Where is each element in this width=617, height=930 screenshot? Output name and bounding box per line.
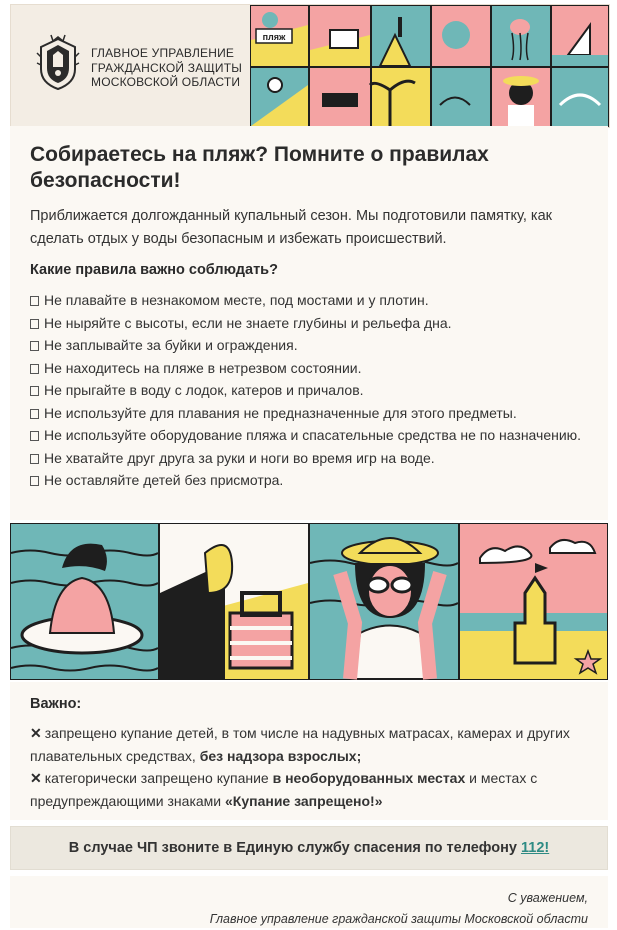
checkbox-glyph-icon <box>30 341 39 351</box>
rule-text: Не заплывайте за буйки и ограждения. <box>44 337 298 353</box>
org-line-2: ГРАЖДАНСКОЙ ЗАЩИТЫ <box>91 60 243 75</box>
rule-text: Не оставляйте детей без присмотра. <box>44 472 284 488</box>
important-item-2-text-2: и местах с предупреждающими знаками <box>30 770 538 809</box>
emergency-bar <box>10 826 608 870</box>
rules-list <box>30 289 590 492</box>
rule-text: Не используйте оборудование пляжа и спасательные средства не по назначению. <box>44 427 582 443</box>
list-item <box>30 469 590 492</box>
cross-icon: ✕ <box>30 770 42 786</box>
list-item <box>30 424 590 447</box>
important-item-1 <box>30 722 590 767</box>
rule-text: Не прыгайте в воду с лодок, катеров и причалов. <box>44 382 364 398</box>
signature-org: Главное управление гражданской защиты Московской области <box>209 912 588 926</box>
important-text <box>30 722 590 812</box>
important-item-1-bold: без надзора взрослых; <box>199 747 362 764</box>
page-title: Собираетесь на пляж? Помните о правилах безопасности! <box>30 143 489 192</box>
important-item-2-bold-2: «Купание запрещено!» <box>225 792 383 809</box>
organization-name <box>91 46 242 90</box>
signature-greeting: С уважением, <box>507 891 588 905</box>
checkbox-glyph-icon <box>30 476 39 486</box>
cross-icon: ✕ <box>30 725 42 741</box>
list-item <box>30 357 590 380</box>
important-title: Важно: <box>30 696 82 712</box>
coat-of-arms-icon <box>33 33 83 91</box>
list-item <box>30 334 590 357</box>
header <box>10 4 610 128</box>
list-item <box>30 379 590 402</box>
beach-illustration-mosaic <box>250 5 609 127</box>
rule-text: Не находитесь на пляже в нетрезвом состоянии. <box>44 359 362 376</box>
rule-text: Не плавайте в незнакомом месте, под мостами и у плотин. <box>44 292 429 308</box>
important-item-2-bold-1: в необорудованных местах <box>272 770 466 786</box>
important-item-1-text: запрещено купание детей, в том числе на надувных матрасах, камерах и других плавательных средствах, <box>30 725 570 764</box>
rule-text: Не хватайте друг друга за руки и ноги во время игр на воде. <box>44 449 435 466</box>
list-item <box>30 402 590 425</box>
important-item-2 <box>30 767 590 812</box>
org-line-1: ГЛАВНОЕ УПРАВЛЕНИЕ <box>91 46 235 60</box>
checkbox-glyph-icon <box>30 296 39 306</box>
important-item-2-text: категорически запрещено купание <box>44 770 273 786</box>
rule-text: Не используйте для плавания не предназначенные для этого предметы. <box>44 404 517 421</box>
emergency-text: В случае ЧП звоните в Единую службу спасения по телефону <box>68 840 521 856</box>
org-line-3: МОСКОВСКОЙ ОБЛАСТИ <box>91 75 241 89</box>
checkbox-glyph-icon <box>30 386 39 396</box>
important-section <box>10 682 608 820</box>
main-content <box>10 126 608 520</box>
checkbox-glyph-icon <box>30 409 39 419</box>
rules-heading: Какие правила важно соблюдать? <box>30 262 278 278</box>
list-item <box>30 289 590 312</box>
checkbox-glyph-icon <box>30 431 39 441</box>
signature-section <box>10 876 608 928</box>
intro-text: Приближается долгожданный купальный сезон. Мы подготовили памятку, как сделать отдых у воды безопасным и избежать происшествий. <box>30 208 552 247</box>
list-item <box>30 312 590 335</box>
beach-sign-label: пляж <box>262 32 286 42</box>
rule-text: Не ныряйте с высоты, если не знаете глубины и рельефа дна. <box>44 314 452 331</box>
checkbox-glyph-icon <box>30 454 39 464</box>
list-item <box>30 447 590 470</box>
checkbox-glyph-icon <box>30 364 39 374</box>
checkbox-glyph-icon <box>30 319 39 329</box>
emergency-phone-link[interactable]: 112! <box>520 840 550 856</box>
beach-illustration-band <box>10 523 608 680</box>
